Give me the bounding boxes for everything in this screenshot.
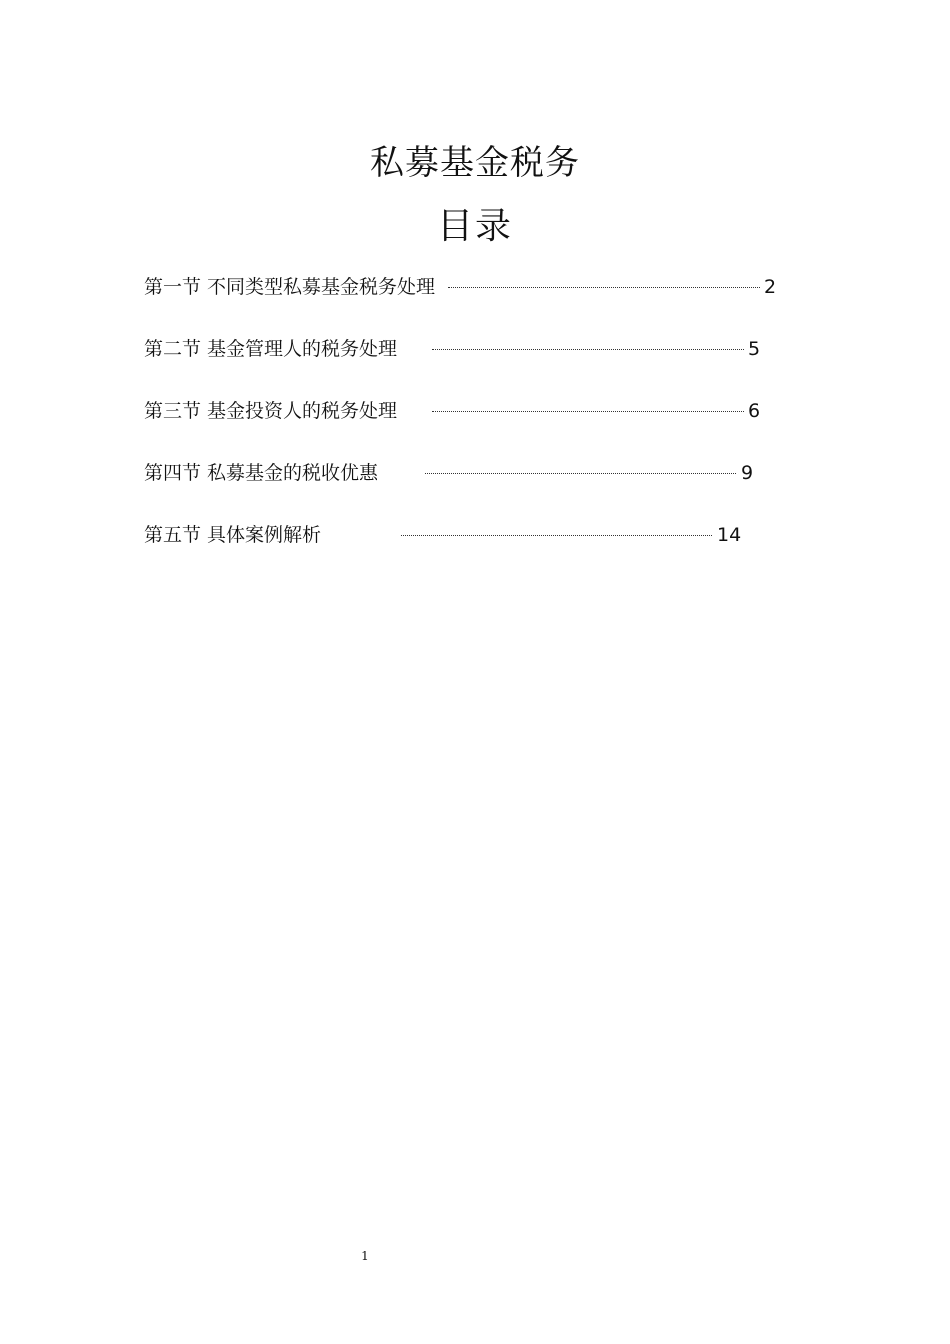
toc-entry-label: 第二节 基金管理人的税务处理 (144, 338, 398, 360)
toc-entry-page: 6 (748, 400, 761, 422)
toc-leader-dots (425, 473, 736, 474)
toc-entry[interactable] (144, 522, 754, 548)
toc-entry-page: 2 (764, 276, 777, 298)
toc-entry-page: 14 (717, 524, 742, 546)
document-title: 私募基金税务 (370, 143, 580, 183)
toc-entry[interactable] (144, 274, 784, 300)
toc-entry-label: 第一节 不同类型私募基金税务处理 (144, 276, 436, 298)
toc-entry-label: 第三节 基金投资人的税务处理 (144, 400, 398, 422)
toc-entry-page: 5 (748, 338, 761, 360)
toc-entry[interactable] (144, 398, 769, 424)
toc-entry[interactable] (144, 336, 769, 362)
toc-leader-dots (432, 411, 744, 412)
toc-heading: 目录 (436, 206, 513, 247)
toc-leader-dots (432, 349, 744, 350)
toc-leader-dots (401, 535, 712, 536)
toc-entry-label: 第四节 私募基金的税收优惠 (144, 462, 379, 484)
toc-leader-dots (448, 287, 760, 288)
page-number: 1 (361, 1249, 369, 1263)
toc-entry[interactable] (144, 460, 759, 486)
toc-entry-label: 第五节 具体案例解析 (144, 524, 322, 546)
toc-entry-page: 9 (741, 462, 754, 484)
